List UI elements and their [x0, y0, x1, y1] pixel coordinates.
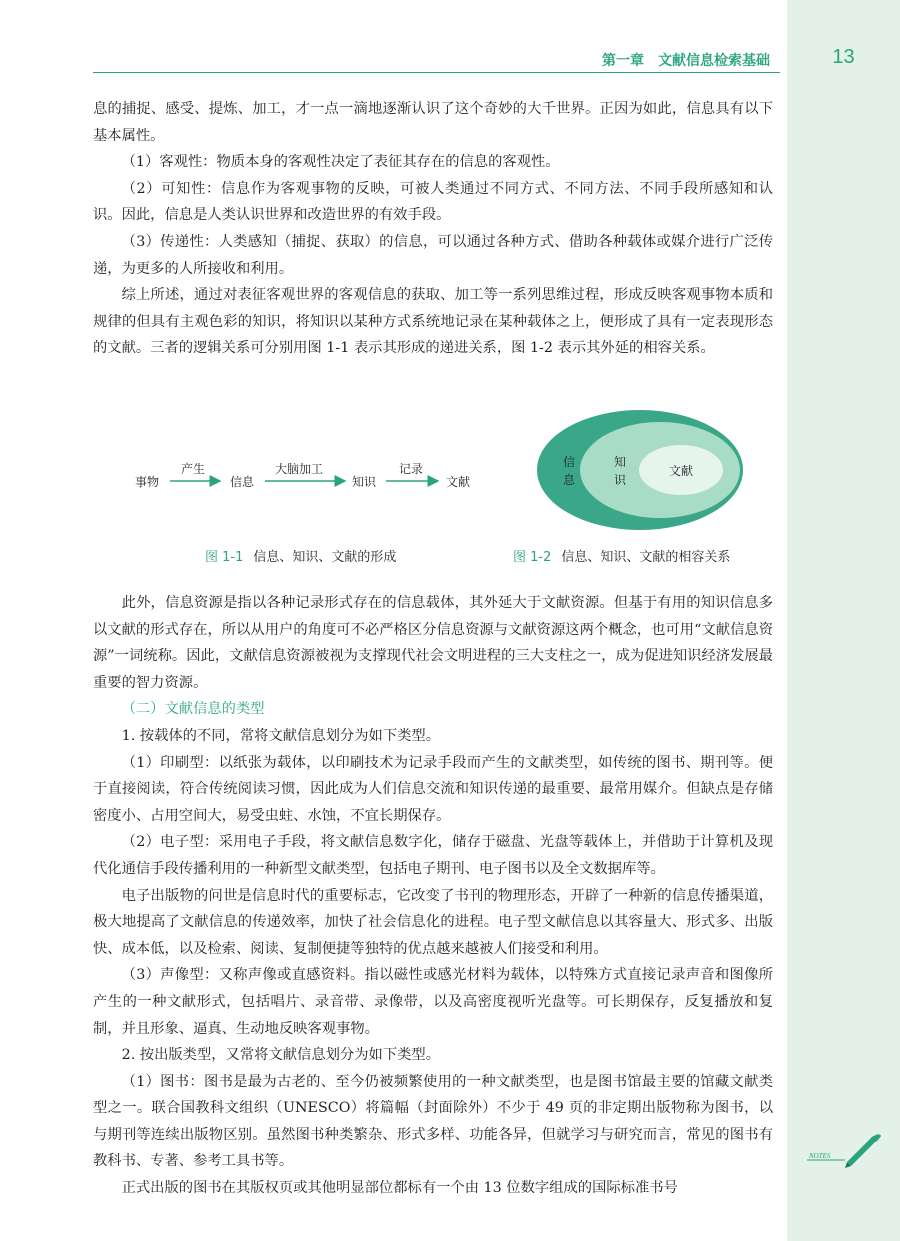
page-number: 13: [832, 46, 855, 68]
notes-pen-icon: [805, 1130, 885, 1170]
paragraph: 息的捕捉、感受、提炼、加工，才一点一滴地逐渐认识了这个奇妙的大千世界。正因为如此，信息具有以下基本属性。: [93, 101, 773, 144]
paragraph: 电子出版物的问世是信息时代的重要标志，它改变了书刊的物理形态，开辟了一种新的信息传播渠道，极大地提高了文献信息的传递效率，加快了社会信息化的进程。电子型文献信息以其容量大、形式多、出版快、成本低，以及检索、阅读、复制便捷等独特的优点越来越被人们接受和利用。: [93, 887, 773, 957]
node-wenxian: 文献: [446, 475, 471, 489]
label-zhi: 知: [614, 455, 627, 469]
node-shiwu: 事物: [135, 475, 160, 489]
paragraph: （3）传递性：人类感知（捕捉、获取）的信息，可以通过各种方式、借助各种载体或媒介进行广泛传递，为更多的人所接收和利用。: [93, 233, 773, 277]
figure-1-2-diagram: [530, 408, 760, 533]
caption-number: 图 1-1: [205, 550, 244, 565]
node-xinxi: 信息: [230, 475, 255, 489]
figure-1-1-caption: [205, 546, 396, 565]
body-text-top: [93, 96, 773, 362]
figure-1-2-caption: [513, 546, 730, 565]
paragraph: （1）图书：图书是最为古老的、至今仍被频繁使用的一种文献类型，也是图书馆最主要的馆藏文献类型之一。联合国教科文组织（UNESCO）将篇幅（封面除外）不少于 49 页的非定期出版物称为图书，以与期刊等连续出版物区别。虽然图书种类繁杂、形式多样、功能各异，但就学习与研究而言，常见的图书有教科书、专著、参考工具书等。: [93, 1073, 773, 1170]
figure-1-1-diagram: [120, 440, 500, 520]
caption-text: 信息、知识、文献的相容关系: [561, 550, 731, 565]
label-shi: 识: [614, 473, 627, 487]
paragraph: 正式出版的图书在其版权页或其他明显部位都标有一个由 13 位数字组成的国际标准书号: [121, 1180, 678, 1197]
paragraph: （1）印刷型：以纸张为载体，以印刷技术为记录手段而产生的文献类型，如传统的图书、期刊等。便于直接阅读，符合传统阅读习惯，因此成为人们信息交流和知识传递的最重要、最常用媒介。但缺点是存储密度小、占用空间大，易受虫蛀、水蚀，不宜长期保存。: [93, 754, 773, 824]
header-rule: [93, 72, 780, 73]
paragraph: 2. 按出版类型，又常将文献信息划分为如下类型。: [121, 1047, 441, 1064]
label-wenxian: 文献: [669, 464, 694, 478]
paragraph: （2）可知性：信息作为客观事物的反映，可被人类通过不同方式、不同方法、不同手段所感知和认识。因此，信息是人类认识世界和改造世界的有效手段。: [93, 180, 773, 224]
running-header: [602, 50, 770, 70]
section-heading: （二）文献信息的类型: [121, 701, 265, 718]
caption-text: 信息、知识、文献的形成: [253, 550, 397, 565]
paragraph: （3）声像型：又称声像或直感资料。指以磁性或感光材料为载体，以特殊方式直接记录声音和图像所产生的一种文献形式，包括唱片、录音带、录像带，以及高密度视听光盘等。可长期保存，反复播放和复制，并且形象、逼真、生动地反映客观事物。: [93, 967, 773, 1037]
chapter-label: 第一章: [602, 53, 644, 69]
paragraph: 此外，信息资源是指以各种记录形式存在的信息载体，其外延大于文献资源。但基于有用的知识信息多以文献的形式存在，所以从用户的角度可不必严格区分信息资源与文献资源这两个概念，也可用“文献信息资源”一词统称。因此，文献信息资源被视为支撑现代社会文明进程的三大支柱之一，成为促进知识经济发展最重要的智力资源。: [93, 595, 773, 691]
paragraph: 1. 按载体的不同，常将文献信息划分为如下类型。: [121, 727, 441, 744]
arrow-label-jilu: 记录: [399, 462, 424, 476]
paragraph: 综上所述，通过对表征客观世界的客观信息的获取、加工等一系列思维过程，形成反映客观事物本质和规律的但具有主观色彩的知识，将知识以某种方式系统地记录在某种载体之上，便形成了具有一定表现形态的文献。三者的逻辑关系可分别用图 1-1 表示其形成的递进关系，图 1-2 表示其外延的相容关系。: [93, 287, 773, 357]
paragraph: （1）客观性：物质本身的客观性决定了表征其存在的信息的客观性。: [121, 154, 560, 171]
arrow-label-danaojiagong: 大脑加工: [275, 462, 324, 476]
chapter-title: 文献信息检索基础: [658, 53, 770, 69]
paragraph: （2）电子型：采用电子手段，将文献信息数字化，储存于磁盘、光盘等载体上，并借助于计算机及现代化通信手段传播利用的一种新型文献类型，包括电子期刊、电子图书以及全文数据库等。: [93, 834, 773, 877]
notes-label: NOTES: [809, 1152, 831, 1160]
arrow-label-chansheng: 产生: [181, 462, 206, 476]
label-xin: 信: [563, 455, 576, 469]
body-text-bottom: [93, 590, 773, 1202]
caption-number: 图 1-2: [513, 550, 552, 565]
node-zhishi: 知识: [352, 475, 377, 489]
label-xi: 息: [563, 473, 576, 487]
notes-sidebar: [787, 0, 900, 1241]
